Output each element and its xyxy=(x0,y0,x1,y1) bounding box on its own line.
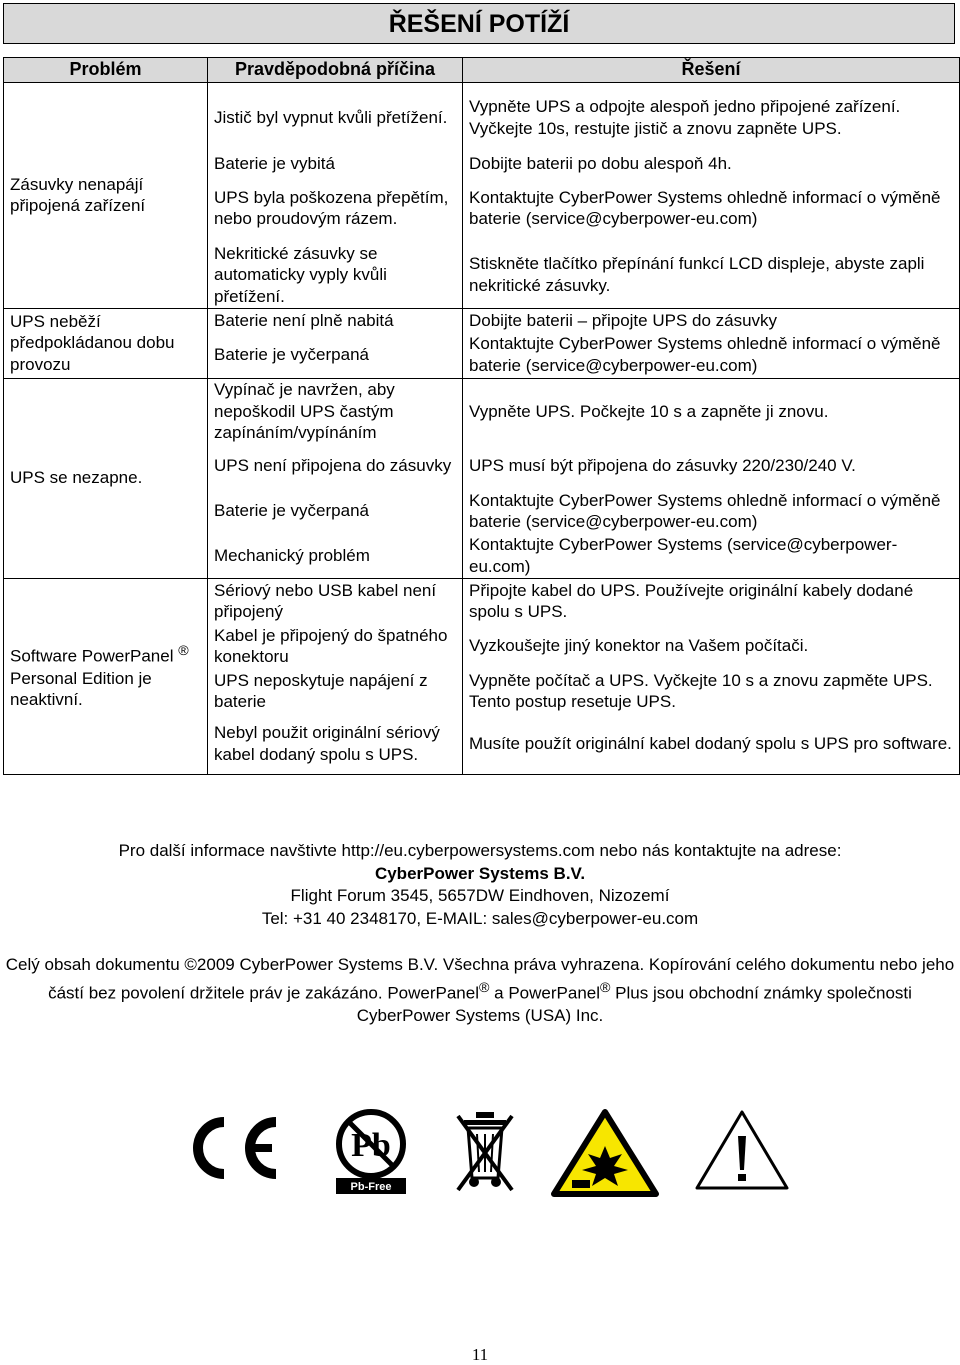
certification-icons xyxy=(0,1108,960,1198)
footer-info-line: Pro další informace navštivte http://eu.cyberpowersystems.com nebo nás kontaktujte na adrese: xyxy=(118,841,842,860)
cause-cell: Kabel je připojený do špatného konektoru xyxy=(208,624,463,668)
weee-bin-icon xyxy=(454,1108,516,1198)
cause-cell: Baterie je vyčerpaná xyxy=(208,488,463,534)
solution-cell: Kontaktujte CyberPower Systems (service@cyberpower-eu.com) xyxy=(463,534,960,578)
solution-cell: Vypněte UPS. Počkejte 10 s a zapněte ji znovu. xyxy=(463,378,960,444)
page-title: ŘEŠENÍ POTÍŽÍ xyxy=(3,3,955,44)
cause-cell: UPS byla poškozena přepětím, nebo proudovým rázem. xyxy=(208,174,463,242)
solution-cell: Připojte kabel do UPS. Používejte originální kabely dodané spolu s UPS. xyxy=(463,578,960,624)
ce-mark-icon xyxy=(180,1108,285,1188)
pb-free-label: Pb-Free xyxy=(350,1181,392,1193)
problem-cell: UPS se nezapne. xyxy=(4,378,208,578)
solution-cell: Stiskněte tlačítko přepínání funkcí LCD displeje, abyste zapli nekritické zásuvky. xyxy=(463,242,960,308)
cause-cell: UPS není připojena do zásuvky xyxy=(208,444,463,488)
problem-cell: UPS neběží předpokládanou dobu provozu xyxy=(4,308,208,378)
header-cause: Pravděpodobná příčina xyxy=(208,58,463,83)
explosion-warning-icon xyxy=(550,1108,660,1198)
header-solution: Řešení xyxy=(463,58,960,83)
svg-text:Pb: Pb xyxy=(351,1127,391,1164)
footer-contact: Tel: +31 40 2348170, E-MAIL: sales@cyberpower-eu.com xyxy=(261,908,699,928)
solution-cell: Kontaktujte CyberPower Systems ohledně informací o výměně baterie (service@cyberpower-eu.com) xyxy=(463,174,960,242)
cause-cell: Baterie není plně nabitá xyxy=(208,308,463,332)
solution-cell: Musíte použít originální kabel dodaný spolu s UPS pro software. xyxy=(463,714,960,774)
cause-cell: Vypínač je navržen, aby nepoškodil UPS častým zapínáním/vypínáním xyxy=(208,378,463,444)
footer-address: Flight Forum 3545, 5657DW Eindhoven, Nizozemí xyxy=(290,886,670,905)
cause-cell: Mechanický problém xyxy=(208,534,463,578)
solution-cell: Dobijte baterii po dobu alespoň 4h. xyxy=(463,153,960,175)
cause-cell: Baterie je vyčerpaná xyxy=(208,332,463,378)
cause-cell: UPS neposkytuje napájení z baterie xyxy=(208,668,463,714)
cause-cell: Jistič byl vypnut kvůli přetížení. xyxy=(208,83,463,153)
problem-cell: Zásuvky nenapájí připojená zařízení xyxy=(4,83,208,309)
solution-cell: Kontaktujte CyberPower Systems ohledně informací o výměně baterie (service@cyberpower-eu.com) xyxy=(463,488,960,534)
problem-cell xyxy=(4,578,208,774)
page-number: 11 xyxy=(471,1345,489,1364)
cause-cell: Nekritické zásuvky se automaticky vyply kvůli přetížení. xyxy=(208,242,463,308)
copyright-symbol: © xyxy=(184,955,197,974)
pb-free-icon xyxy=(328,1108,414,1198)
solution-cell: Vypněte počítač a UPS. Vyčkejte 10 s a znovu zapměte UPS. Tento postup resetuje UPS. xyxy=(463,668,960,714)
cause-cell: Nebyl použit originální sériový kabel dodaný spolu s UPS. xyxy=(208,714,463,774)
registered-mark: ® xyxy=(178,643,189,660)
caution-triangle-icon xyxy=(693,1108,791,1192)
solution-cell: UPS musí být připojena do zásuvky 220/230/240 V. xyxy=(463,444,960,488)
header-problem: Problém xyxy=(4,58,208,83)
contact-footer xyxy=(0,840,960,930)
copyright-notice: Celý obsah dokumentu ©2009 CyberPower Systems B.V. Všechna práva vyhrazena. Kopírování celého dokumentu nebo jeho částí bez povolení držitele práv je zakázáno. PowerPanel® a PowerPanel® Plus jsou obchodní známky společnosti CyberPower Systems (USA) Inc. xyxy=(5,955,955,1025)
problem-line2: Personal Edition je neaktivní. xyxy=(10,668,152,710)
solution-cell: Vyzkoušejte jiný konektor na Vašem počítači. xyxy=(463,624,960,668)
footer-company: CyberPower Systems B.V. xyxy=(374,863,586,883)
troubleshooting-table xyxy=(3,57,960,775)
cause-cell: Baterie je vybitá xyxy=(208,153,463,175)
solution-cell: Vypněte UPS a odpojte alespoň jedno připojené zařízení. Vyčkejte 10s, restujte jistič a znovu zapněte UPS. xyxy=(463,83,960,153)
problem-line1: Software PowerPanel xyxy=(10,647,174,667)
solution-cell: Dobijte baterii – připojte UPS do zásuvky xyxy=(463,308,960,332)
solution-cell: Kontaktujte CyberPower Systems ohledně informací o výměně baterie (service@cyberpower-eu.com) xyxy=(463,332,960,378)
cause-cell: Sériový nebo USB kabel není připojený xyxy=(208,578,463,624)
